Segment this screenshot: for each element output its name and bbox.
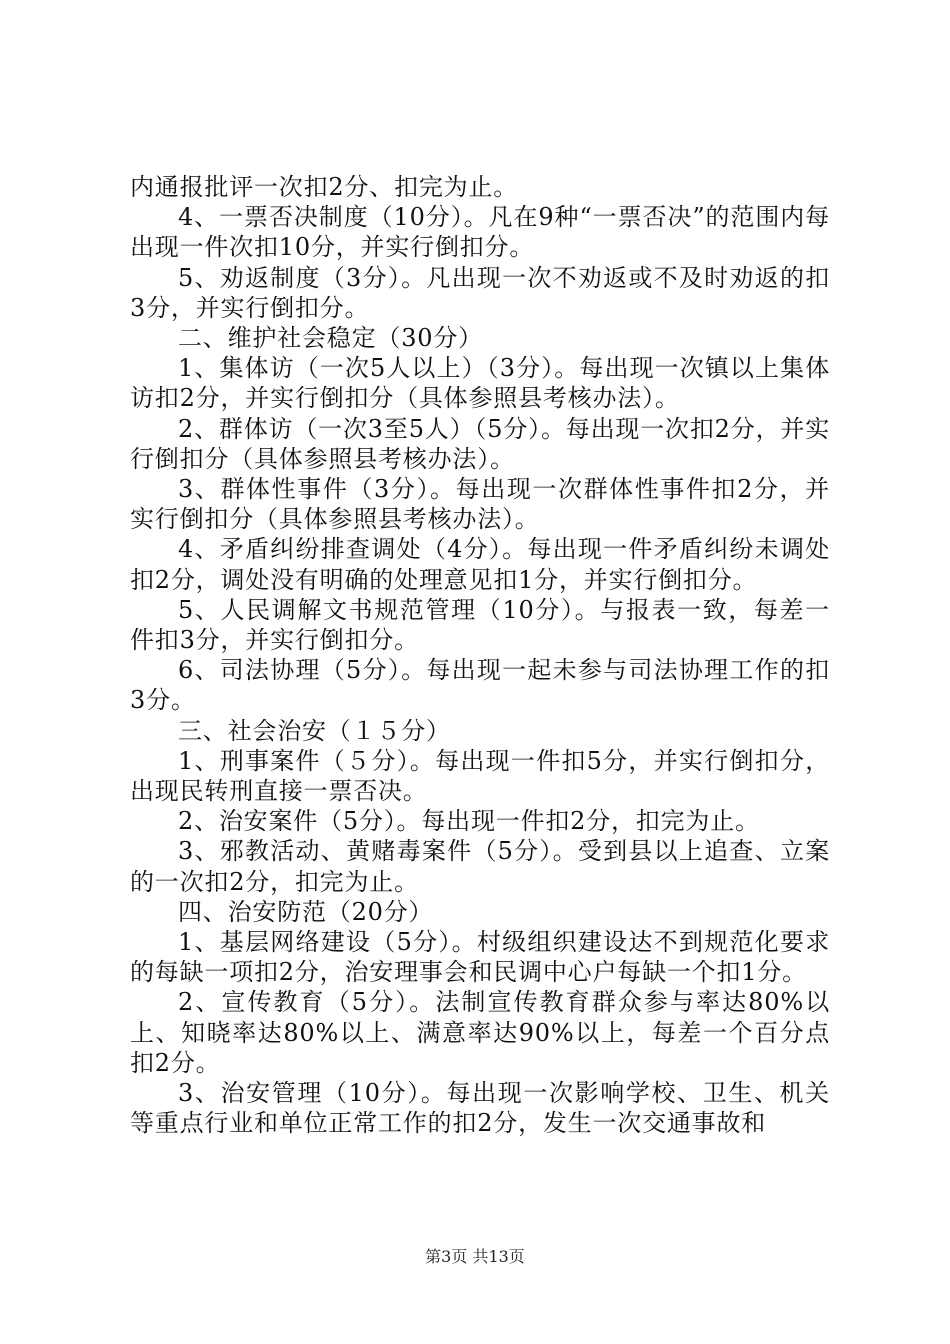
- paragraph: 4、一票否决制度（10分）。凡在9种“一票否决”的范围内每出现一件次扣10分，并实行倒扣分。: [130, 203, 830, 262]
- paragraph: 4、矛盾纠纷排查调处（4分）。每出现一件矛盾纠纷未调处扣2分，调处没有明确的处理意见扣1分，并实行倒扣分。: [130, 535, 830, 594]
- paragraph: 2、治安案件（5分）。每出现一件扣2分，扣完为止。: [178, 807, 760, 836]
- paragraph: 2、群体访（一次3至5人）（5分）。每出现一次扣2分，并实行倒扣分（具体参照县考核办法）。: [130, 414, 830, 473]
- paragraph: 3、群体性事件（3分）。每出现一次群体性事件扣2分，并实行倒扣分（具体参照县考核办法）。: [130, 475, 830, 534]
- paragraph: 1、集体访（一次5人以上）（3分）。每出现一次镇以上集体访扣2分，并实行倒扣分（具体参照县考核办法）。: [130, 354, 830, 413]
- section-heading: 二、维护社会稳定（30分）: [178, 324, 483, 353]
- paragraph: 5、劝返制度（3分）。凡出现一次不劝返或不及时劝返的扣3分，并实行倒扣分。: [130, 263, 830, 322]
- paragraph: 6、司法协理（5分）。每出现一起未参与司法协理工作的扣3分。: [130, 656, 830, 715]
- paragraph: 3、治安管理（10分）。每出现一次影响学校、卫生、机关等重点行业和单位正常工作的扣2分，发生一次交通事故和: [130, 1079, 830, 1138]
- section-heading: 三、社会治安（１５分）: [178, 716, 451, 745]
- paragraph: 内通报批评一次扣2分、扣完为止。: [130, 173, 519, 201]
- document-body: [130, 172, 830, 1139]
- section-heading: 四、治安防范（20分）: [178, 897, 434, 926]
- paragraph: 1、基层网络建设（5分）。村级组织建设达不到规范化要求的每缺一项扣2分，治安理事会和民调中心户每缺一个扣1分。: [130, 928, 830, 987]
- paragraph: 1、刑事案件（５分）。每出现一件扣5分，并实行倒扣分，出现民转刑直接一票否决。: [130, 746, 830, 806]
- paragraph: 5、人民调解文书规范管理（10分）。与报表一致，每差一件扣3分，并实行倒扣分。: [130, 595, 830, 655]
- paragraph: 2、宣传教育（5分）。法制宣传教育群众参与率达80%以上、知晓率达80%以上、满意率达90%以上，每差一个百分点扣2分。: [130, 988, 830, 1077]
- page-number-label: 第3页 共13页: [425, 1247, 525, 1266]
- page-footer: [0, 1244, 950, 1267]
- paragraph: 3、邪教活动、黄赌毒案件（5分）。受到县以上追查、立案的一次扣2分，扣完为止。: [130, 837, 830, 896]
